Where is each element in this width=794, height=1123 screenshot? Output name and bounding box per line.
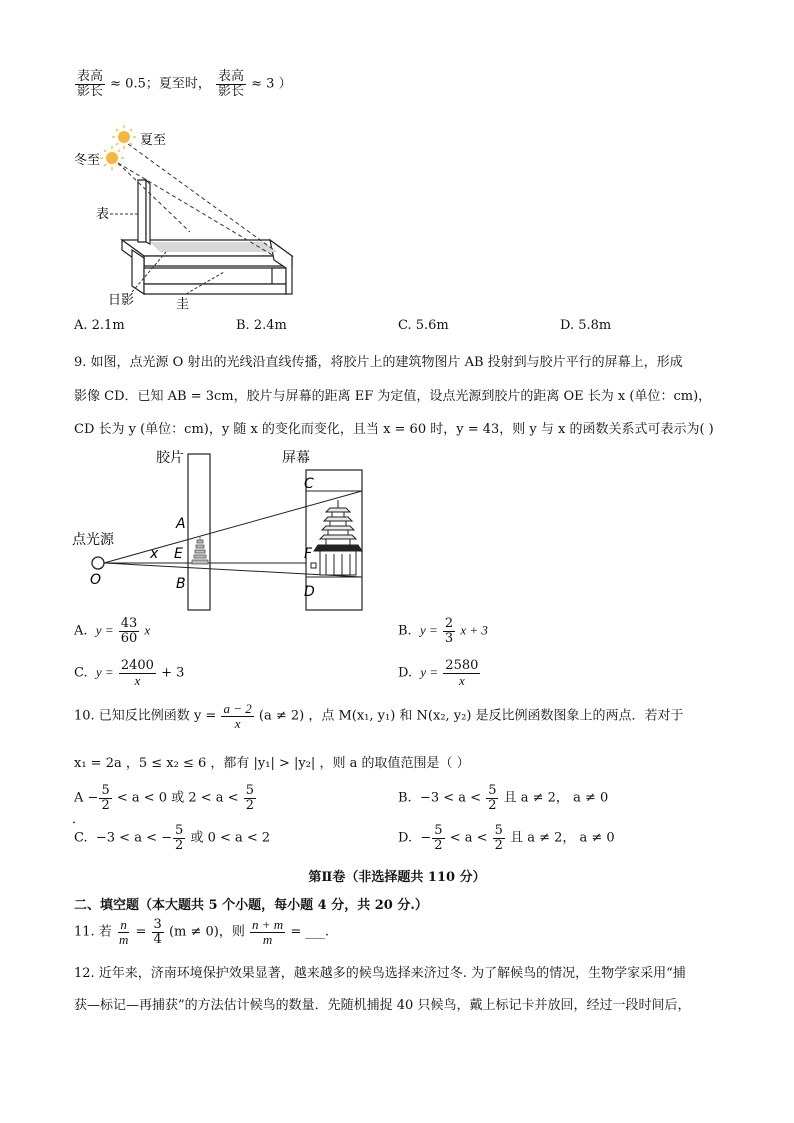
- ratio-fraction: $\frac{\text{表高}}{\text{影长}}$: [77, 69, 104, 99]
- q9-line1: 9. 如图，点光源 O 射出的光线沿直线传播，将胶片上的建筑物图片 AB 投射到与胶片平行的屏幕上，形成: [74, 355, 683, 370]
- section-title: 第Ⅱ卷（非选择题共 110 分）: [308, 870, 486, 885]
- projection-figure: [72, 444, 372, 614]
- point-b-label: B: [176, 576, 186, 592]
- q9-option-b[interactable]: B. y = $\frac{2}{3}$ x + 3: [398, 616, 488, 646]
- q9-option-c[interactable]: C. y = $\frac{2400}{x}$ + 3: [74, 658, 185, 688]
- x-label: x: [150, 546, 159, 562]
- q11-line: 11. 若 $\frac{n}{m}$ = $\frac{3}{4}$ (m ≠ 0)，则 $\frac{n + m}{m}$ = ___.: [74, 917, 329, 947]
- point-e-label: E: [174, 546, 183, 562]
- q10-line1: 10. 已知反比例函数 y = $\frac{a - 2}{x}$ (a ≠ 2) ，点 M(x₁, y₁) 和 N(x₂, y₂) 是反比例函数图象上的两点．若对于: [74, 701, 684, 731]
- gnomon-label: 表: [96, 207, 110, 222]
- film-plate: [188, 454, 210, 610]
- film-label: 胶片: [156, 450, 184, 466]
- q10-option-b[interactable]: B. −3 < a < $\frac{5}{2}$ 且 a ≠ 2， a ≠ 0: [398, 783, 609, 813]
- q9-line2: 影像 CD．已知 AB = 3cm，胶片与屏幕的距离 EF 为定值，设点光源到胶片的距离 OE 长为 x (单位：cm)，: [74, 389, 712, 404]
- q10-option-a[interactable]: A − $\frac{5}{2}$ < a < 0 或 2 < a < $\frac{5}{2}$: [74, 783, 254, 813]
- q8-option-c[interactable]: C. 5.6m: [398, 318, 449, 333]
- shadow-label: 日影: [108, 293, 135, 308]
- q8-option-b[interactable]: B. 2.4m: [236, 318, 287, 333]
- hint-text: ≈ 0.5；夏至时，: [110, 76, 211, 92]
- source-label: 点光源: [72, 532, 114, 548]
- gnomon-post: [138, 180, 150, 244]
- summer-sun-icon: [112, 125, 136, 149]
- ratio-fraction: $\frac{\text{表高}}{\text{影长}}$: [218, 69, 245, 99]
- point-f-label: F: [304, 546, 313, 562]
- q12-line1: 12. 近年来，济南环境保护效果显著，越来越多的候鸟选择来济过冬. 为了解候鸟的情况，生物学家采用“捕: [74, 966, 686, 981]
- winter-sun-icon: [100, 146, 124, 170]
- q12-line2: 获—标记—再捕获”的方法估计候鸟的数量．先随机捕捉 40 只候鸟，戴上标记卡并放回，经过一段时间后，: [74, 998, 691, 1013]
- winter-label: 冬至: [74, 153, 101, 168]
- section-heading: 二、填空题（本大题共 5 个小题，每小题 4 分，共 20 分.）: [74, 898, 428, 913]
- point-c-label: C: [304, 476, 314, 492]
- point-o-label: O: [90, 572, 102, 588]
- q9-option-d[interactable]: D. y = $\frac{2580}{x}$: [398, 658, 479, 688]
- screen-label: 屏幕: [282, 450, 310, 466]
- q10-line2: x₁ = 2a ，5 ≤ x₂ ≤ 6 ，都有 |y₁| > |y₂| ，则 a 的取值范围是（ ）: [74, 756, 470, 771]
- point-a-label: A: [176, 516, 186, 532]
- q8-option-a[interactable]: A. 2.1m: [74, 318, 125, 333]
- point-d-label: D: [304, 584, 315, 600]
- q10-option-c[interactable]: C. −3 < a < − $\frac{5}{2}$ 或 0 < a < 2: [74, 823, 271, 853]
- gnomon-figure: [74, 122, 314, 312]
- q9-option-a[interactable]: A. y = $\frac{43}{60}$ x: [74, 616, 151, 646]
- q9-line3: CD 长为 y (单位：cm)，y 随 x 的变化而变化，且当 x = 60 时，y = 43，则 y 与 x 的函数关系式可表示为( ): [74, 422, 714, 437]
- hint-text: ≈ 3 ）: [251, 76, 292, 92]
- q8-hint: [74, 70, 292, 98]
- q10-option-d[interactable]: D. − $\frac{5}{2}$ < a < $\frac{5}{2}$ 且 a ≠ 2， a ≠ 0: [398, 823, 615, 853]
- q8-option-d[interactable]: D. 5.8m: [560, 318, 612, 333]
- light-source-icon: [92, 557, 104, 569]
- q10-option-a-dot: ．: [72, 812, 86, 827]
- summer-label: 夏至: [140, 133, 167, 148]
- gui-label: 圭: [176, 297, 190, 312]
